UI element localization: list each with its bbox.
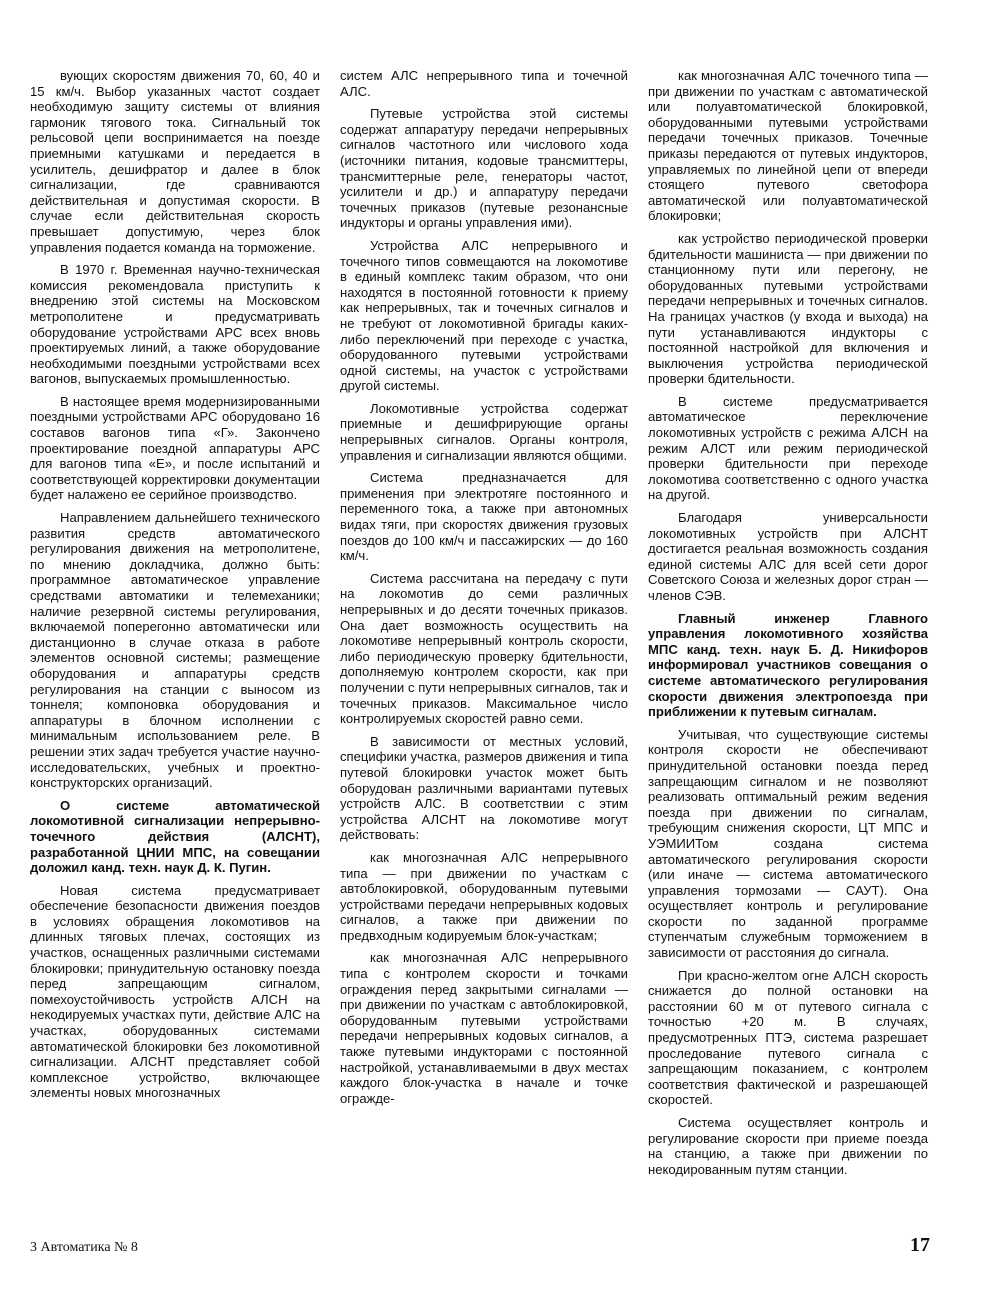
paragraph: Путевые устройства этой системы содержат аппаратуру передачи непрерывных сигналов частотного или числового хода (источники питания, кодовые трансмиттеры, трансмиттерные реле, генераторы частот, усилители и др.) и аппаратуру передачи точечных приказов (путевые резонансные индукторы и органы управления ими). (340, 106, 628, 231)
paragraph: В системе предусматривается автоматическое переключение локомотивных устройств с режима АЛСН на режим АЛСТ или режим периодической проверки бдительности при переходе локомотива соответственно с одного участка на другой. (648, 393, 928, 503)
column-1 (30, 68, 320, 1108)
paragraph: Направлением дальнейшего технического развития средств автоматического регулирования движения на метрополитене, по мнению докладчика, должно быть: программное автоматическое управление средствами автоматики и телемеханики; наличие резервной системы регулирования, включаемой поперегонно автоматически или дистанционно в случае отказа в работе элементов основной системы; размещение оборудования и аппаратуры средств регулирования на станции с выносом из тоннеля; компоновка оборудования и аппаратуры в блочном исполнении с минимальным использованием реле. В решении этих задач требуется участие научно-исследовательских, учебных и проектно-конструкторских организаций. (30, 510, 320, 791)
paragraph: Устройства АЛС непрерывного и точечного типов совмещаются на локомотиве в единый комплекс таким образом, что они находятся в постоянной готовности к приему как непрерывных, так и точечных сигналов и не требуют от локомотивной бригады каких-либо переключений при переходе с участка, оборудованного путевыми устройствами одной системы, на участок с устройствами другой системы. (340, 237, 628, 394)
paragraph: Система рассчитана на передачу с пути на локомотив до семи различных непрерывных и до десяти точечных приказов. Она дает возможность осуществить на локомотиве непрерывный контроль скорости, либо периодическую проверку бдительности, дополняемую контролем скорости, как при получении с пути непрерывных сигналов, так и точечных приказов. Максимальное число контролируемых скоростей равно семи. (340, 570, 628, 727)
paragraph: Система осуществляет контроль и регулирование скорости при приеме поезда на станцию, а также при движении по некодированным путям станции. (648, 1115, 928, 1177)
paragraph: Новая система предусматривает обеспечение безопасности движения поездов в условиях обращения локомотивов на длинных тяговых плечах, состоящих из участков, оснащенных различными системами блокировки; принудительную остановку поезда перед запрещающим сигналом, помехоустойчивость устройств АЛСН на некодируемых участках пути, действие АЛС на участках, оборудованных системами автоматической блокировки без локомотивной сигнализации. АЛСНТ представляет собой комплексное устройство, включающее элементы новых многозначных (30, 882, 320, 1101)
paragraph: как многозначная АЛС непрерывного типа — при движении по участкам с автоблокировкой, оборудованным путевыми устройствами передачи непрерывных кодовых сигналов, а также при движении по предвходным кодируемым блок-участкам; (340, 849, 628, 943)
paragraph: Учитывая, что существующие системы контроля скорости не обеспечивают принудительной остановки поезда перед запрещающим сигналом и не позволяют реализовать оптимальный режим ведения поезда при движении по сигналам, требующим снижения скорости, ЦТ МПС и УЭМИИТом создана система автоматического регулирования скорости (или иначе — система автоматического управления тормозами — САУТ). Она осуществляет контроль и регулирование скорости по заданной программе ступенчатым служебным торможением в зависимости от расстояния до сигнала. (648, 726, 928, 961)
paragraph: Главный инженер Главного управления локомотивного хозяйства МПС канд. техн. наук Б. Д. Никифоров информировал участников совещания о системе автоматического регулирования скорости движения электропоезда при приближении к путевым сигналам. (648, 610, 928, 720)
paragraph: как многозначная АЛС точечного типа — при движении по участкам с автоматической или полуавтоматической блокировкой, оборудованными путевыми устройствами передачи точечных приказов. Точечные приказы передаются от путевых индукторов, управляемых по линейной цепи от впереди стоящего путевого светофора автоматической или полуавтоматической блокировки; (648, 68, 928, 224)
page-number: 17 (910, 1234, 930, 1256)
paragraph: Система предназначается для применения при электротяге постоянного и переменного тока, а также при автономных видах тяги, при скоростях движения грузовых поездов до 100 км/ч и пассажирских — до 160 км/ч. (340, 470, 628, 564)
paragraph: систем АЛС непрерывного типа и точечной АЛС. (340, 68, 628, 99)
journal-footer: 3 Автоматика № 8 (30, 1240, 138, 1255)
paragraph: О системе автоматической локомотивной сигнализации непрерывно-точечного действия (АЛСНТ), разработанной ЦНИИ МПС, на совещании доложил канд. техн. наук Д. К. Пугин. (30, 797, 320, 876)
column-3 (648, 68, 928, 1184)
paragraph: Локомотивные устройства содержат приемные и дешифрирующие органы непрерывных сигналов. Органы контроля, управления и сигнализации являются общими. (340, 400, 628, 463)
paragraph: При красно-желтом огне АЛСН скорость снижается до полной остановки на расстоянии 60 м от путевого сигнала с точностью +20 м. В случаях, предусмотренных ПТЭ, система разрешает проследование путевого сигнала с запрещающим показанием, с контролем соответствия фактической и разрешающей скоростей. (648, 967, 928, 1108)
column-2 (340, 68, 628, 1113)
paragraph: В настоящее время модернизированными поездными устройствами АРС оборудовано 16 составов вагонов типа «Г». Закончено проектирование поездной аппаратуры АРС для вагонов типа «Е», и после испытаний и соответствующей корректировки документации будет налажено ее серийное производство. (30, 393, 320, 503)
paragraph: как многозначная АЛС непрерывного типа с контролем скорости и точками ограждения перед закрытыми сигналами — при движении по участкам с автоблокировкой, оборудованным путевыми устройствами передачи непрерывных кодовых сигналов, а также путевыми индукторами с постоянной настройкой, устанавливаемыми в двух местах каждого блок-участка в начале и точке огражде- (340, 950, 628, 1106)
paragraph: В 1970 г. Временная научно-техническая комиссия рекомендовала приступить к внедрению этой системы на Московском метрополитене и предусматривать оборудование устройствами АРС всех вновь проектируемых линий, а также оборудование необходимыми поездными устройствами всех вагонов, выпускаемых промышленностью. (30, 262, 320, 387)
paragraph: вующих скоростям движения 70, 60, 40 и 15 км/ч. Выбор указанных частот создает необходимую защиту системы от влияния гармоник тягового тока. Сигнальный ток рельсовой цепи воспринимается на поезде приемными катушками и передается в усилитель, дешифратор и далее в блок сигнализации, где сравниваются действительная и допустимая скорости. В случае если действительная скорость превышает допустимую, через блок управления подается команда на торможение. (30, 68, 320, 255)
paragraph: как устройство периодической проверки бдительности машиниста — при движении по станционному пути или перегону, не оборудованных путевыми устройствами передачи непрерывных и точечных сигналов. На границах участков (у входа и выхода) на пути устанавливаются индукторы с постоянной настройкой для включения и выключения устройства периодической проверки бдительности. (648, 230, 928, 387)
paragraph: Благодаря универсальности локомотивных устройств при АЛСНТ достигается реальная возможность создания единой системы АЛС для всей сети дорог Советского Союза и железных дорог стран — членов СЭВ. (648, 510, 928, 603)
paragraph: В зависимости от местных условий, специфики участка, размеров движения и типа путевой блокировки участок может быть оборудован различными вариантами путевых устройств АЛС. В соответствии с этим устройства АЛСНТ на локомотиве могут действовать: (340, 733, 628, 843)
